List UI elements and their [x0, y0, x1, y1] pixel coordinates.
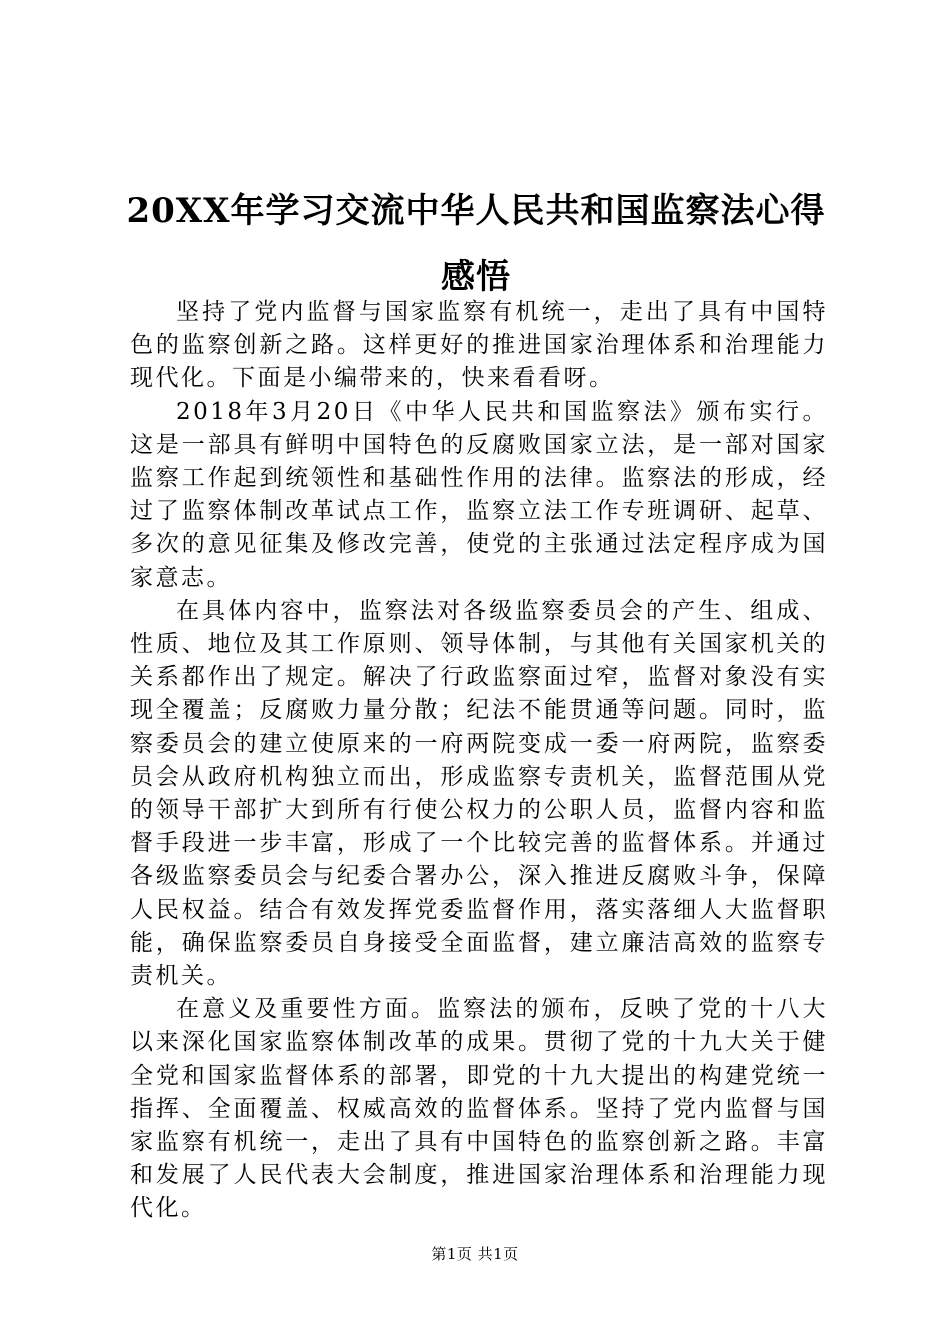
document-title: 20XX年学习交流中华人民共和国监察法心得感悟 [126, 191, 826, 297]
paragraph-4: 在意义及重要性方面。监察法的颁布，反映了党的十八大以来深化国家监察体制改革的成果。贯彻了党的十九大关于健全党和国家监督体系的部署，即党的十九大提出的构建党统一指挥、全面覆盖、权威高效的监督体系。坚持了党内监督与国家监察有机统一，走出了具有中国特色的监察创新之路。丰富和发展了人民代表大会制度，推进国家治理体系和治理能力现代化。 [130, 996, 828, 1222]
page-footer: 第1页 共1页 [431, 1245, 519, 1263]
document-body [130, 296, 828, 1226]
paragraph-1: 坚持了党内监督与国家监察有机统一，走出了具有中国特色的监察创新之路。这样更好的推进国家治理体系和治理能力现代化。下面是小编带来的，快来看看呀。 [130, 299, 828, 392]
paragraph-2: 2018年3月20日《中华人民共和国监察法》颁布实行。这是一部具有鲜明中国特色的反腐败国家立法，是一部对国家监察工作起到统领性和基础性作用的法律。监察法的形成，经过了监察体制改革试点工作，监察立法工作专班调研、起草、多次的意见征集及修改完善，使党的主张通过法定程序成为国家意志。 [130, 398, 828, 591]
paragraph-3: 在具体内容中，监察法对各级监察委员会的产生、组成、性质、地位及其工作原则、领导体制，与其他有关国家机关的关系都作出了规定。解决了行政监察面过窄，监督对象没有实现全覆盖；反腐败力量分散；纪法不能贯通等问题。同时，监察委员会的建立使原来的一府两院变成一委一府两院，监察委员会从政府机构独立而出，形成监察专责机关，监督范围从党的领导干部扩大到所有行使公权力的公职人员，监督内容和监督手段进一步丰富，形成了一个比较完善的监督体系。并通过各级监察委员会与纪委合署办公，深入推进反腐败斗争，保障人民权益。结合有效发挥党委监督作用，落实落细人大监督职能，确保监察委员自身接受全面监督，建立廉洁高效的监察专责机关。 [130, 597, 828, 990]
